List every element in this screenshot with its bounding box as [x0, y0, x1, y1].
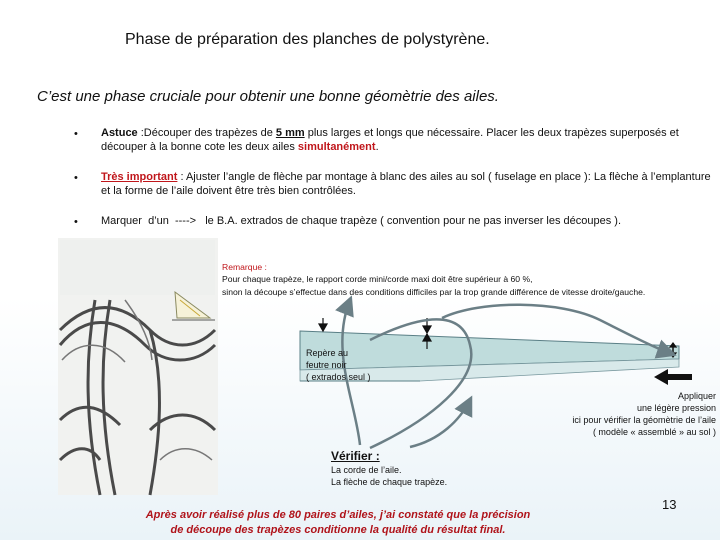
- bullet-3-text: Marquer d’un ----> le B.A. extrados de chaque trapèze ( convention pour ne pas inverser les découpes ).: [101, 215, 622, 227]
- marker-label-line-3: ( extrados seul ): [306, 372, 371, 382]
- bullet-3-marker: •: [74, 216, 78, 228]
- bullet-2-marker: •: [74, 172, 78, 184]
- marker-label-line-2: feutre noir: [306, 360, 347, 370]
- foam-sheets-photo: [58, 238, 218, 495]
- page-number: 13: [662, 497, 677, 512]
- slide-subtitle: C’est une phase cruciale pour obtenir une bonne géomètrie des ailes.: [37, 88, 499, 105]
- remark-line-2: sinon la découpe s’effectue dans des conditions difficiles par la trop grande différence de vitesse droite/gauche.: [222, 286, 646, 297]
- bullet-1-text-b: plus larges et longs que nécessaire. Placer les deux trapèzes superposés et découper à la bonne cote les deux ailes: [101, 127, 679, 153]
- marker-label: [306, 347, 371, 383]
- bullet-1-label: Astuce: [101, 127, 138, 139]
- conclusion-text: [120, 508, 556, 538]
- bullet-1-highlight: 5 mm: [275, 127, 305, 139]
- bullet-1-end: .: [375, 141, 379, 153]
- conclusion-line-1: Après avoir réalisé plus de 80 paires d’ailes, j’ai constaté que la précision: [145, 509, 531, 521]
- pressure-label-line-2: une légère pression: [636, 403, 716, 413]
- remark-line-1: Pour chaque trapèze, le rapport corde mini/corde maxi doit être supérieur à 60 %,: [222, 274, 533, 285]
- check-line-1: La corde de l’aile.: [331, 465, 402, 475]
- pressure-label-line-4: ( modèle « assemblé » au sol ): [592, 427, 716, 437]
- pressure-label-line-1: Appliquer: [677, 391, 716, 401]
- check-list: [331, 464, 447, 488]
- bullet-1-marker: •: [74, 128, 78, 140]
- pressure-label-line-3: ici pour vérifier la géomètrie de l’aile: [572, 415, 716, 425]
- remark-note: [222, 261, 718, 298]
- marker-label-line-1: Repère au: [306, 348, 349, 358]
- bullet-2-label: Très important: [101, 171, 178, 183]
- bullet-1-emphasis: simultanément: [297, 141, 376, 153]
- check-line-2: La flèche de chaque trapèze.: [331, 477, 448, 487]
- curve-arrow-low: [410, 400, 470, 447]
- check-heading: Vérifier :: [331, 449, 380, 463]
- pressure-arrow: [654, 369, 692, 385]
- slide-title: Phase de préparation des planches de polystyrène.: [125, 31, 490, 48]
- remark-title: Remarque :: [222, 262, 267, 272]
- conclusion-line-2: de découpe des trapèzes conditionne la qualité du résultat final.: [170, 524, 506, 536]
- bullet-2-body: : Ajuster l’angle de flèche par montage à blanc des ailes au sol ( fuselage en place ): La flèche à l’emplanture et la forme de l’aile doivent être très bien contrôlées.: [101, 171, 711, 197]
- bullet-1-text-a: :Découper des trapèzes de: [137, 127, 276, 139]
- pressure-label: [540, 390, 716, 438]
